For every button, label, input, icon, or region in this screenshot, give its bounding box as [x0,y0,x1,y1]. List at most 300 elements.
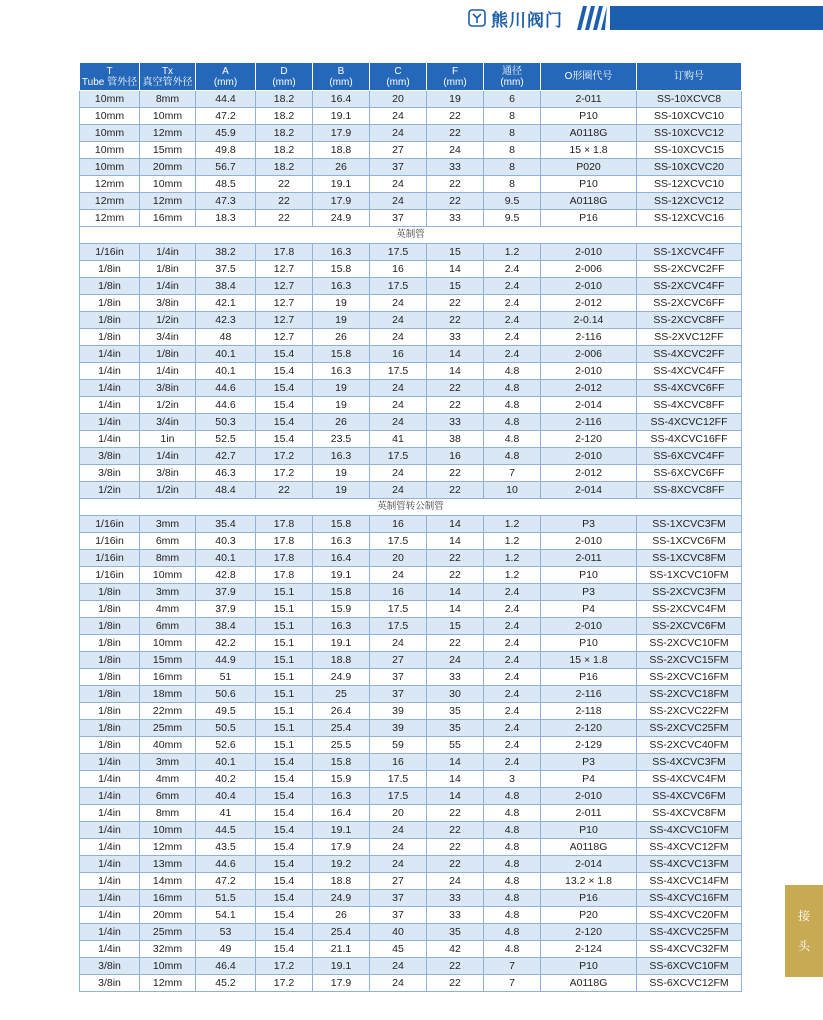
side-tab-char1: 接 [797,909,810,923]
table-cell: 32mm [140,941,196,958]
table-cell: 44.6 [196,856,256,873]
table-cell: SS-2XCVC40FM [637,737,742,754]
table-cell: 16.3 [313,278,370,295]
table-row [80,261,742,278]
table-cell: 15.4 [256,788,313,805]
table-cell: 22 [427,482,484,499]
table-cell: 44.6 [196,380,256,397]
table-cell: 18.2 [256,108,313,125]
table-cell: P20 [541,907,637,924]
table-cell: SS-2XCVC8FF [637,312,742,329]
table-cell: 2-006 [541,261,637,278]
table-cell: P020 [541,159,637,176]
table-cell: 1/4in [80,822,140,839]
table-cell: 20 [370,550,427,567]
table-cell: 4.8 [484,414,541,431]
table-cell: 12.7 [256,329,313,346]
table-cell: 10mm [140,822,196,839]
table-cell: 47.2 [196,108,256,125]
table-cell: 14 [427,516,484,533]
table-cell: 40.1 [196,754,256,771]
table-cell: SS-4XCVC4FM [637,771,742,788]
column-header-line2: Tube 管外径 [81,76,138,88]
table-header-row [80,63,742,91]
table-cell: 33 [427,414,484,431]
table-cell: 16 [370,261,427,278]
table-cell: 4.8 [484,380,541,397]
table-cell: 2.4 [484,312,541,329]
table-cell: 38.4 [196,278,256,295]
table-cell: 35 [427,924,484,941]
table-cell: 10mm [80,91,140,108]
table-cell: 40.4 [196,788,256,805]
table-cell: 16.3 [313,618,370,635]
table-cell: 1/4in [80,839,140,856]
column-header-line1: D [280,65,288,77]
table-cell: 17.8 [256,533,313,550]
table-cell: 20 [370,91,427,108]
table-cell: 1/8in [80,601,140,618]
table-cell: 15.1 [256,737,313,754]
table-cell: 17.2 [256,448,313,465]
table-cell: 1/16in [80,516,140,533]
table-row [80,380,742,397]
table-cell: 2-118 [541,703,637,720]
column-header [541,63,637,91]
table-cell: 42.3 [196,312,256,329]
table-cell: 3mm [140,516,196,533]
table-cell: 16.3 [313,363,370,380]
table-cell: 1/8in [80,720,140,737]
table-cell: SS-6XCVC4FF [637,448,742,465]
table-cell: 42 [427,941,484,958]
table-cell: 22 [427,312,484,329]
table-cell: 17.5 [370,278,427,295]
table-cell: 1/8in [80,686,140,703]
table-cell: 44.5 [196,822,256,839]
table-row [80,448,742,465]
table-cell: A0118G [541,839,637,856]
table-cell: 3/4in [140,329,196,346]
table-row [80,686,742,703]
table-cell: 22 [427,958,484,975]
table-cell: SS-6XCVC6FF [637,465,742,482]
table-row [80,465,742,482]
table-cell: 2.4 [484,652,541,669]
table-cell: 2.4 [484,346,541,363]
table-cell: 15 × 1.8 [541,652,637,669]
table-cell: 26 [313,907,370,924]
table-cell: 40.1 [196,346,256,363]
column-header-line2: (mm) [213,76,238,88]
table-cell: 16.3 [313,533,370,550]
table-cell: 37 [370,686,427,703]
table-cell: 6mm [140,788,196,805]
table-row [80,295,742,312]
table-row [80,278,742,295]
table-cell: SS-2XCVC2FF [637,261,742,278]
table-row [80,754,742,771]
column-header [637,63,742,91]
table-cell: 22 [427,176,484,193]
table-cell: 4.8 [484,822,541,839]
table-cell: 12.7 [256,312,313,329]
table-cell: 18.2 [256,159,313,176]
table-cell: 8 [484,108,541,125]
table-cell: 27 [370,142,427,159]
table-cell: 12mm [140,125,196,142]
table-row [80,244,742,261]
table-cell: 2.4 [484,329,541,346]
table-cell: 2-010 [541,618,637,635]
table-cell: 33 [427,907,484,924]
column-header-line2: (mm) [386,76,410,88]
table-cell: 52.6 [196,737,256,754]
table-cell: 15.4 [256,414,313,431]
table-cell: SS-4XCVC20FM [637,907,742,924]
table-cell: 3/8in [140,295,196,312]
table-row [80,397,742,414]
table-cell: 19 [313,295,370,312]
table-cell: 24 [370,176,427,193]
table-cell: 15.4 [256,363,313,380]
table-cell: 24.9 [313,669,370,686]
column-header-line2: 真空管外径 [142,76,193,88]
table-cell: 2-0.14 [541,312,637,329]
table-cell: SS-2XCVC15FM [637,652,742,669]
table-cell: 2.4 [484,754,541,771]
table-cell: 1/4in [80,805,140,822]
table-cell: 1/16in [80,533,140,550]
table-cell: 12mm [140,975,196,992]
table-cell: 45.2 [196,975,256,992]
column-header-line1: Tx [161,65,174,77]
table-cell: 37.9 [196,584,256,601]
table-cell: 19.2 [313,856,370,873]
column-header-line1: A [222,65,229,77]
table-cell: 16.3 [313,448,370,465]
table-cell: 2.4 [484,635,541,652]
table-cell: 4.8 [484,856,541,873]
table-cell: 16.4 [313,91,370,108]
table-row [80,907,742,924]
table-cell: SS-6XCVC12FM [637,975,742,992]
table-cell: 37.9 [196,601,256,618]
table-row [80,533,742,550]
table-cell: 22 [427,380,484,397]
table-row [80,924,742,941]
table-cell: 1/2in [140,482,196,499]
table-cell: 17.8 [256,550,313,567]
table-cell: 4.8 [484,363,541,380]
table-cell: 20mm [140,159,196,176]
table-cell: 2.4 [484,618,541,635]
table-cell: 16mm [140,669,196,686]
table-cell: 19.1 [313,822,370,839]
table-cell: 10mm [140,635,196,652]
table-cell: 4.8 [484,397,541,414]
table-cell: 24 [370,958,427,975]
table-cell: 2-010 [541,533,637,550]
column-header-line1: T [106,65,113,77]
table-cell: 15.4 [256,805,313,822]
table-cell: 25.5 [313,737,370,754]
table-cell: 14 [427,771,484,788]
table-cell: 1/2in [140,312,196,329]
brand [468,6,563,30]
table-cell: 2-129 [541,737,637,754]
table-cell: 22 [427,839,484,856]
table-cell: 4.8 [484,941,541,958]
table-cell: SS-2XVC12FF [637,329,742,346]
table-cell: P16 [541,210,637,227]
table-cell: 1/8in [140,261,196,278]
table-cell: 13.2 × 1.8 [541,873,637,890]
table-cell: 15.1 [256,601,313,618]
table-cell: 26 [313,414,370,431]
table-cell: 21.1 [313,941,370,958]
table-cell: SS-2XCVC25FM [637,720,742,737]
table-cell: 15.1 [256,652,313,669]
table-cell: SS-10XCVC12 [637,125,742,142]
table-cell: 15.4 [256,941,313,958]
table-cell: 7 [484,465,541,482]
table-cell: 15.1 [256,584,313,601]
table-cell: 30 [427,686,484,703]
table-cell: 10mm [140,958,196,975]
table-cell: 17.2 [256,958,313,975]
section-title: 英制管转公制管 [80,499,742,516]
table-cell: 22 [256,482,313,499]
section-row [80,499,742,516]
column-header [80,63,140,91]
table-cell: SS-4XCVC6FF [637,380,742,397]
table-cell: 24 [427,652,484,669]
table-cell: SS-4XCVC32FM [637,941,742,958]
table-cell: 1/4in [80,873,140,890]
table-cell: 25mm [140,924,196,941]
table-cell: 19.1 [313,635,370,652]
table-cell: 1.2 [484,533,541,550]
table-cell: P10 [541,176,637,193]
table-cell: 23.5 [313,431,370,448]
table-cell: 26 [313,159,370,176]
table-cell: 17.5 [370,448,427,465]
table-cell: 38 [427,431,484,448]
table-cell: 15.8 [313,261,370,278]
table-cell: 4mm [140,601,196,618]
table-cell: 19 [313,312,370,329]
table-cell: SS-12XCVC10 [637,176,742,193]
table-row [80,890,742,907]
table-cell: 2-012 [541,380,637,397]
table-cell: 1/8in [80,312,140,329]
column-header [370,63,427,91]
table-cell: 19 [313,482,370,499]
brand-slashes-icon [577,6,607,30]
table-cell: 48.5 [196,176,256,193]
table-cell: 8 [484,159,541,176]
table-cell: 27 [370,873,427,890]
table-cell: 45 [370,941,427,958]
table-cell: 3/8in [80,975,140,992]
table-cell: 12mm [140,839,196,856]
table-cell: 10mm [80,142,140,159]
table-row [80,941,742,958]
table-cell: SS-2XCVC16FM [637,669,742,686]
table-cell: 17.5 [370,618,427,635]
table-row [80,652,742,669]
table-cell: 15.8 [313,346,370,363]
brand-name: 熊川阀门 [491,10,563,31]
table-cell: 16mm [140,890,196,907]
table-cell: 15.4 [256,924,313,941]
table-cell: 1/4in [140,363,196,380]
table-cell: 24 [370,822,427,839]
table-cell: 19.1 [313,958,370,975]
side-tab[interactable] [785,885,823,977]
table-cell: 3 [484,771,541,788]
table-cell: 8mm [140,550,196,567]
table-cell: 15.8 [313,516,370,533]
table-cell: 33 [427,890,484,907]
table-cell: 16.3 [313,244,370,261]
table-cell: 22 [427,635,484,652]
table-cell: 15.4 [256,873,313,890]
table-cell: 51 [196,669,256,686]
table-cell: 8 [484,125,541,142]
table-cell: 17.8 [256,516,313,533]
table-cell: 15.1 [256,618,313,635]
table-cell: 19 [313,465,370,482]
brand-logo-icon [468,9,486,27]
table-row [80,584,742,601]
column-header-line1: 订购号 [674,71,704,82]
table-cell: 14 [427,601,484,618]
table-cell: P4 [541,601,637,618]
table-cell: SS-8XCVC8FF [637,482,742,499]
table-cell: SS-12XCVC12 [637,193,742,210]
table-cell: SS-10XCVC10 [637,108,742,125]
table-cell: P3 [541,754,637,771]
table-cell: 1/4in [140,244,196,261]
table-cell: 1in [140,431,196,448]
table-cell: SS-10XCVC20 [637,159,742,176]
table-cell: SS-10XCVC8 [637,91,742,108]
table-cell: 1.2 [484,567,541,584]
table-cell: 15 [427,618,484,635]
table-cell: 24.9 [313,890,370,907]
table-row [80,482,742,499]
table-cell: 16 [370,754,427,771]
table-row [80,567,742,584]
header-accent-bar [610,6,823,30]
column-header-line1: 通径 [502,65,522,77]
table-cell: 2-010 [541,448,637,465]
table-row [80,363,742,380]
table-cell: 9.5 [484,193,541,210]
table-cell: 1/8in [80,635,140,652]
table-cell: SS-4XCVC2FF [637,346,742,363]
table-cell: 22 [256,193,313,210]
table-cell: 24 [370,125,427,142]
table-cell: 15mm [140,142,196,159]
table-cell: 22 [427,193,484,210]
table-row [80,159,742,176]
table-cell: 2-014 [541,397,637,414]
table-cell: 50.6 [196,686,256,703]
table-cell: 1/4in [80,924,140,941]
table-cell: 10mm [80,159,140,176]
table-cell: 37 [370,907,427,924]
table-cell: 15.8 [313,754,370,771]
table-cell: 37 [370,669,427,686]
table-cell: 14 [427,533,484,550]
column-header [256,63,313,91]
table-cell: 12mm [80,210,140,227]
table-cell: 22 [427,567,484,584]
table-cell: 41 [370,431,427,448]
table-cell: 50.5 [196,720,256,737]
table-cell: 2-116 [541,329,637,346]
table-cell: 33 [427,329,484,346]
table-row [80,125,742,142]
table-cell: 24 [370,975,427,992]
table-row [80,91,742,108]
table-cell: 52.5 [196,431,256,448]
table-cell: 42.2 [196,635,256,652]
table-cell: 17.8 [256,567,313,584]
table-cell: SS-4XCVC12FF [637,414,742,431]
table-cell: 16mm [140,210,196,227]
table-cell: 22mm [140,703,196,720]
table-cell: 1/4in [140,278,196,295]
table-cell: 37 [370,210,427,227]
table-cell: 4.8 [484,788,541,805]
table-cell: 1/8in [80,278,140,295]
table-cell: 2.4 [484,669,541,686]
table-row [80,550,742,567]
table-cell: SS-1XCVC4FF [637,244,742,261]
table-cell: 4.8 [484,873,541,890]
table-cell: 15.9 [313,771,370,788]
table-cell: 1.2 [484,244,541,261]
table-cell: 2-012 [541,295,637,312]
table-cell: 39 [370,703,427,720]
table-row [80,771,742,788]
table-cell: SS-4XCVC25FM [637,924,742,941]
table-cell: 22 [427,465,484,482]
table-cell: SS-1XCVC6FM [637,533,742,550]
table-cell: 2-011 [541,805,637,822]
table-cell: 15.4 [256,890,313,907]
table-cell: 17.5 [370,244,427,261]
table-cell: 2-120 [541,720,637,737]
table-row [80,193,742,210]
table-cell: 6 [484,91,541,108]
table-cell: 1/4in [80,397,140,414]
table-cell: 24 [370,329,427,346]
table-cell: 15.9 [313,601,370,618]
table-cell: 15.4 [256,380,313,397]
column-header-line2: (mm) [500,76,524,88]
table-cell: 17.8 [256,244,313,261]
table-cell: 7 [484,975,541,992]
table-cell: 46.3 [196,465,256,482]
table-row [80,856,742,873]
table-cell: 2.4 [484,703,541,720]
table-cell: 17.2 [256,975,313,992]
